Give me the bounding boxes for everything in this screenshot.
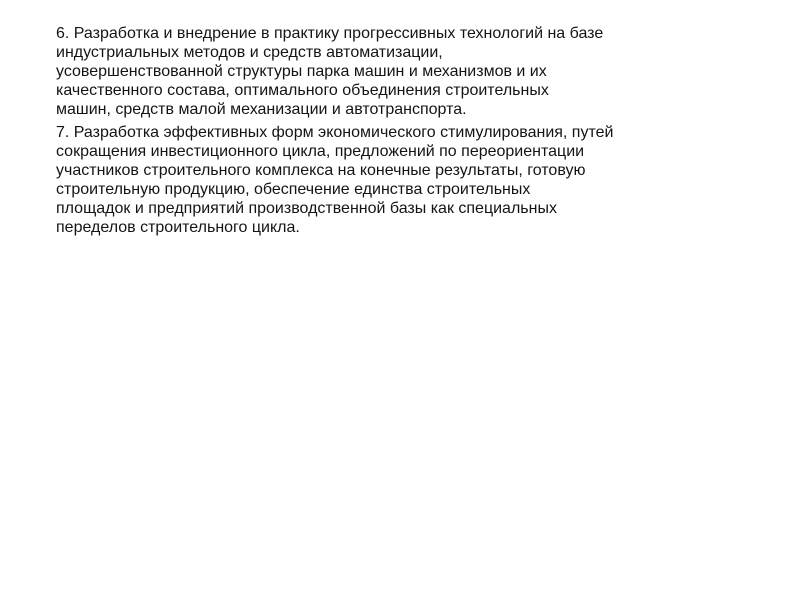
list-item-line: качественного состава, оптимального объединения строительных <box>56 82 549 99</box>
list-item-line: строительную продукцию, обеспечение единства строительных <box>56 181 531 198</box>
list-item-6 <box>56 24 776 119</box>
list-item-line: сокращения инвестиционного цикла, предложений по переориентации <box>56 143 585 160</box>
list-item-line: индустриальных методов и средств автоматизации, <box>56 44 443 61</box>
list-item-line: усовершенствованной структуры парка машин и механизмов и их <box>56 63 547 80</box>
list-item-line: площадок и предприятий производственной базы как специальных <box>56 200 557 217</box>
list-item-line: переделов строительного цикла. <box>56 219 300 236</box>
list-item-line: 6. Разработка и внедрение в практику прогрессивных технологий на базе <box>56 25 604 42</box>
numbered-list <box>56 24 776 241</box>
list-item-line: машин, средств малой механизации и автотранспорта. <box>56 101 467 118</box>
list-item-line: 7. Разработка эффективных форм экономического стимулирования, путей <box>56 124 614 141</box>
list-item-7 <box>56 123 776 237</box>
list-item-line: участников строительного комплекса на конечные результаты, готовую <box>56 162 586 179</box>
